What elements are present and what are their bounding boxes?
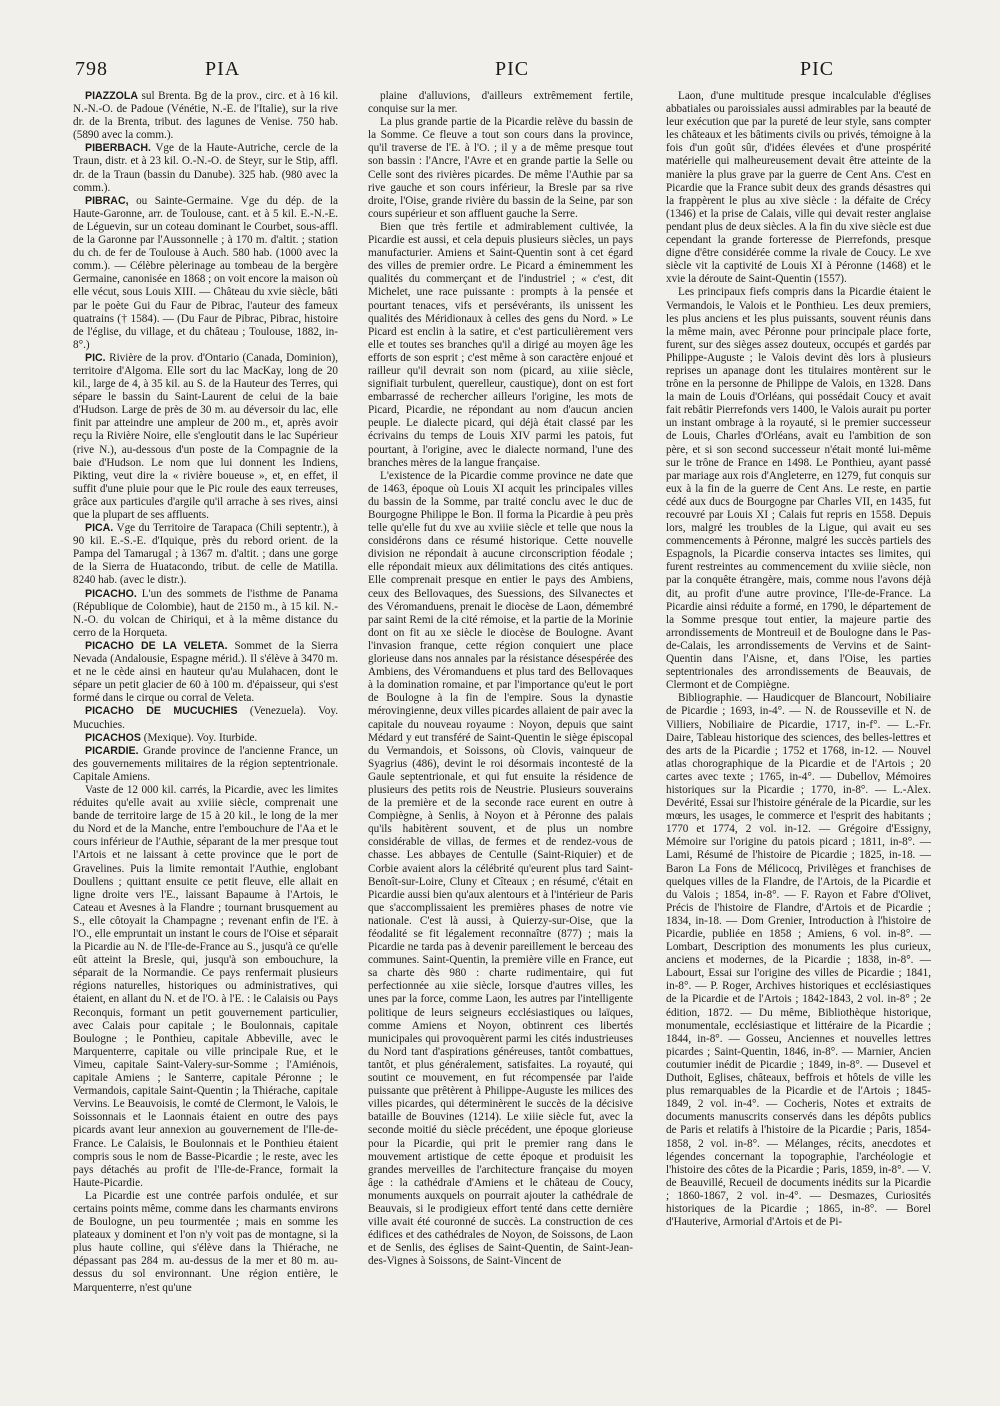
entry-paragraph	[368, 221, 633, 470]
header-center-word: PIC	[495, 58, 530, 80]
entry-text: La Picardie est une contrée parfois ondulée, et sur certains points même, comme dans les charmants environs de Boulogne, un peu tourmentée ; mais en somme les plateaux y dominent et l'on n'y voit pas de montagne, si la plus haute colline, qui s'élève dans la Thiérache, ne dépassant pas 284 m. au-dessus de la mer et 80 m. au-dessus du sol environnant. Une région entière, le Marquenterre, n'est qu'une	[73, 1189, 338, 1294]
entry-text: Bien que très fertile et admirablement cultivée, la Picardie est aussi, et cela depuis plusieurs siècles, un pays manufacturier. Amiens et Saint-Quentin sont à cet égard des villes de premier ordre. Le Picard a éminemment les qualités du commerçant et de l'industriel ; « c'est, dit Michelet, une race puissante : prompts à la pensée et pourtant tenaces, vifs et persévérants, ils unissent les qualités des Méridionaux à celles des gens du Nord. » Le Picard est enclin à la satire, et c'est particulièrement vers elle et toutes ses branches qu'il a dirigé au moyen âge les efforts de son esprit ; c'est même à son caractère enjoué et railleur qu'il devrait son nom (picard, au xiiie siècle, signifiait turbulent, querelleur, caustique), dont on est fort embarrassé de rechercher ailleurs l'origine, les mots de Picard, Picardie, ne répondant au nom d'aucun ancien peuple. Le dialecte picard, qui déjà était classé par les écrivains du temps de Louis XIV parmi les patois, fut pourtant, à l'origine, avec le dialecte normand, l'une des branches mères de la langue française.	[368, 220, 633, 469]
entry-text: Vaste de 12 000 kil. carrés, la Picardie, avec les limites réduites qu'elle avait au xviiie siècle, comprenait une bande de territoire large de 15 à 20 kil., le long de la mer du Nord et de la Manche, entre l'embouchure de l'Aa et le cours inférieur de l'Authie, séparant de la mer presque tout l'Artois et ne laissant à cette province que le port de Gravelines. Puis la limite remontait l'Authie, englobant Doullens ; quittant ensuite ce petit fleuve, elle allait en ligne droite vers l'E., laissant Bapaume à l'Artois, le Cateau et Avesnes à la Flandre ; tournant brusquement au S., elle côtoyait la Champagne ; revenant enfin de l'E. à l'O., elle empruntait un instant le cours de l'Oise et séparait la Picardie au N. de l'Ile-de-France au S., jusqu'à ce qu'elle eût atteint la Bresle, qui, jusqu'à son embouchure, la séparait de la Normandie. Ce pays renfermait plusieurs régions naturelles, historiques ou administratives, qui étaient, en allant du N. et de l'O. à l'E. : le Calaisis ou Pays Reconquis, formant un petit gouvernement particulier, avec Calais pour capitale ; le Boulonnais, capitale Boulogne ; le Ponthieu, capitale Abbeville, avec le Marquenterre, capitale ou ville principale Rue, et le Vimeu, capitale Saint-Valery-sur-Somme ; l'Amiénois, capitale Amiens ; le Santerre, capitale Péronne ; le Vermandois, capitale Saint-Quentin ; la Thiérache, capitale Vervins. Le Beauvoisis, le comté de Clermont, le Valois, le Soissonnais et le Laonnais étaient en outre des pays picards avant leur annexion au gouvernement de l'Ile-de-France. Le Calaisis, le Boulonnais et le Ponthieu étaient compris sous le nom de Basse-Picardie ; le reste, avec les pays détachés au profit de l'Ile-de-France, formait la Haute-Picardie.	[73, 783, 338, 1189]
dictionary-entry	[73, 142, 338, 194]
entry-text: Vge du Territoire de Tarapaca (Chili septentr.), à 90 kil. E.-S.-E. d'Iquique, près du rebord orient. de la Pampa del Tamarugal ; à 1367 m. d'altit. ; dans une gorge de la Sierra de Huatacondo, tribut. de celle de Matilla. 8240 hab. (avec le distr.).	[73, 522, 338, 587]
dictionary-entry	[73, 745, 338, 784]
entry-paragraph	[368, 90, 633, 116]
entry-headword: PICACHOS	[85, 731, 141, 744]
dictionary-entry	[73, 705, 338, 731]
entry-text: Les principaux fiefs compris dans la Picardie étaient le Vermandois, le Valois et le Ponthieu. Les deux premiers, les plus anciens et les plus puissants, souvent réunis dans la même main, avec Péronne pour principale place forte, furent, sur des sièges assez douteux, occupés et gardés par Philippe-Auguste ; le Valois devint dès lors à plusieurs reprises un apanage dont les titulaires montèrent sur le trône en la personne de Philippe de Valois, en 1328. Dans la main de Louis d'Orléans, qui possédait Coucy et avait fait rebâtir Pierrefonds vers 1400, le Valois aurait pu porter un instant ombrage à la royauté, si le premier successeur de Louis, Charles d'Orléans, avait eu l'ambition de son père, et si son second successeur n'était monté lui-même sur le trône de France en 1498. Le Ponthieu, ayant passé par mariage aux rois d'Angleterre, en 1279, fut conquis sur eux à la fin de la guerre de Cent Ans. Le reste, en partie cédé aux ducs de Bourgogne par Charles VII, en 1435, fut recouvré par Louis XI ; Calais fut repris en 1558. Depuis lors, malgré les troubles de la Ligue, qui avait eu ses commencements à Péronne, malgré les succès partiels des Espagnols, la Picardie conserva intactes ses limites, qui furent restreintes au commencement du xviiie siècle, non par la conquête étrangère, mais, comme nous l'avons déjà dit, au profit d'une autre province, l'Ile-de-France. La Picardie ainsi réduite a formé, en 1790, le département de la Somme presque tout entier, la majeure partie des arrondissements de Montreuil et de Boulogne dans le Pas-de-Calais, les arrondissements de Vervins et de Saint-Quentin dans l'Aisne, et, dans l'Oise, les parties septentrionales des arrondissements de Beauvais, de Clermont et de Compiègne.	[666, 286, 931, 692]
entry-paragraph	[368, 116, 633, 221]
entry-paragraph	[368, 470, 633, 1269]
header-right-word: PIC	[800, 58, 835, 80]
entry-headword: PICACHO DE MUCUCHIES	[85, 705, 238, 718]
dictionary-entry	[73, 588, 338, 640]
entry-paragraph	[666, 90, 931, 286]
running-header	[75, 58, 882, 84]
dictionary-entry	[73, 640, 338, 705]
entry-text: Laon, d'une multitude presque incalculable d'églises abbatiales ou paroissiales aussi admirables par la beauté de leur exécution que par la pureté de leur style, sans compter les châteaux et les bâtiments civils ou privés, témoigne à la fois d'un goût sûr, d'idées élevées et d'une prospérité matérielle qui malheureusement devait être atteinte de la manière la plus grave par la guerre de Cent Ans. C'est en Picardie que la France subit deux des grands désastres qui la frappèrent le plus au xive siècle : la défaite de Crécy (1346) et la prise de Calais, ville qui devait rester anglaise pendant plus de deux siècles. A la fin du xive siècle est due cependant la grande forteresse de Pierrefonds, presque digne d'être considérée comme la rivale de Coucy. Le xve siècle vit la captivité de Louis XI à Péronne (1468) et le xvie la déroute de Saint-Quentin (1557).	[666, 90, 931, 286]
entry-text: Grande province de l'ancienne France, un des gouvernements militaires de la région septentrionale. Capitale Amiens.	[73, 744, 338, 783]
entry-text: Vge de la Haute-Autriche, cercle de la Traun, distr. et à 23 kil. O.-N.-O. de Steyr, sur le Stip, affl. dr. de la Traun (bassin du Danube). 325 hab. (980 avec la comm.).	[73, 142, 338, 194]
entry-headword: PIBRAC,	[85, 194, 129, 207]
entry-text: plaine d'alluvions, d'ailleurs extrêmement fertile, conquise sur la mer.	[368, 90, 633, 116]
entry-headword: PICA.	[85, 522, 114, 535]
dictionary-entry	[73, 90, 338, 142]
entry-headword: PIAZZOLA	[85, 90, 138, 102]
text-column-3	[666, 90, 931, 1396]
entry-headword: PIC.	[85, 351, 106, 364]
entry-text: Bibliographie. — Haudicquer de Blancourt, Nobiliaire de Picardie ; 1693, in-4°. — N. de Rousseville et N. de Villiers, Nobiliaire de Picardie, 1717, in-f°. — L.-Fr. Daire, Tableau historique des sciences, des belles-lettres et des arts de la Picardie ; 1752 et 1768, in-12. — Nouvel atlas chorographique de la Picardie et de l'Artois ; 20 cartes avec texte ; 1765, in-4°. — Dubellov, Mémoires historiques sur la Picardie ; 1770, in-8°. — L.-Alex. Devérité, Essai sur l'histoire générale de la Picardie, sur les mœurs, les usages, le commerce et l'esprit des habitants ; 1770 et 1774, 2 vol. in-12. — Grégoire d'Essigny, Mémoire sur l'origine du patois picard ; 1811, in-8°. — Lami, Résumé de l'histoire de Picardie ; 1825, in-18. — Baron La Fons de Mélicocq, Privilèges et franchises de quelques villes de la Flandre, de l'Artois, de la Picardie et du Valois ; 1854, in-8°. — F. Rayon et Fabre d'Olivet, Précis de l'histoire de Flandre, d'Artois et de Picardie ; 1834, in-18. — Dom Grenier, Introduction à l'histoire de Picardie, publiée en 1858 ; Amiens, 6 vol. in-8°. — Lombart, Description des monuments les plus curieux, anciens et modernes, de la Picardie ; 1838, in-8°. — Labourt, Essai sur l'origine des villes de Picardie ; 1841, in-8°. — P. Roger, Archives historiques et ecclésiastiques de la Picardie et de l'Artois ; 1842-1843, 2 vol. in-8° ; 2e édition, 1872. — Du même, Bibliothèque historique, monumentale, ecclésiastique et littéraire de la Picardie ; 1844, in-8°. — Gosseu, Anciennes et nouvelles lettres picardes ; Saint-Quentin, 1846, in-8°. — Marnier, Ancien coutumier inédit de Picardie ; 1849, in-8°. — Dusevel et Duthoit, Eglises, châteaux, beffrois et hôtels de ville les plus remarquables de la Picardie et de l'Artois ; 1845-1849, 2 vol. in-4°. — Cocheris, Notes et extraits de documents manuscrits conservés dans les dépôts publics de Paris et relatifs à l'histoire de la Picardie ; Paris, 1854-1858, 2 vol. in-8°. — Mélanges, récits, anecdotes et légendes concernant la topographie, l'archéologie et l'histoire des côtes de la Picardie ; Paris, 1859, in-8°. — V. de Beauvillé, Recueil de documents inédits sur la Picardie ; 1860-1867, 2 vol. in-4°. — Desmazes, Curiosités historiques de la Picardie ; 1865, in-8°. — Borel d'Hauterive, Armorial d'Artois et de Pi-	[666, 692, 931, 1229]
dictionary-entry	[73, 352, 338, 522]
entry-headword: PICARDIE.	[85, 744, 139, 757]
entry-paragraph	[73, 1190, 338, 1295]
entry-text: Sommet de la Sierra Nevada (Andalousie, Espagne mérid.). Il s'élève à 3470 m. et ne le cède ainsi en hauteur qu'au Mulahacen, dont le sépare un petit glacier de 60 à 100 m. d'épaisseur, qui s'est formé dans le cirque ou corral de Veleta.	[73, 639, 338, 705]
entry-text: ou Sainte-Germaine. Vge du dép. de la Haute-Garonne, arr. de Toulouse, cant. et à 5 kil. E.-N.-E. de Léguevin, sur un coteau dominant le Courbet, sous-affl. de la Garonne par l'Aussonnelle ; à 170 m. d'altit. ; station du ch. de fer de Toulouse à Auch. 580 hab. (1000 avec la comm.). — Célèbre pèlerinage au tombeau de la bergère Germaine, canonisée en 1868 ; on voit encore la maison où elle vécut, sous Louis XIII. — Château du xvie siècle, bâti par le poète Gui du Faur de Pibrac, l'auteur des fameux quatrains († 1584). — (Du Faur de Pibrac, Pibrac, histoire de l'église, du village, et du château ; Toulouse, 1882, in-8°.)	[73, 194, 338, 351]
entry-headword: PIBERBACH.	[85, 142, 151, 155]
text-column-1	[73, 90, 338, 1396]
entry-text: L'existence de la Picardie comme province ne date que de 1463, époque où Louis XI acquit les principales villes du bassin de la Somme, par traité conclu avec le duc de Bourgogne Philippe le Bon. Il forma la Picardie à peu près telle qu'elle fut du xve au xviiie siècle et telle que nous la considérons dans ce résumé historique. Cette nouvelle division ne répondait à aucune circonscription féodale ; elle répondait mieux aux délimitations des cités antiques. Elle comprenait presque en entier le pays des Ambiens, ceux des Bellovaques, des Suessions, des Silvanectes et des Véromanduens, prenait le diocèse de Laon, démembré par saint Remi de la cité rémoise, et la partie de la Morinie dont on fit au xe siècle le diocèse de Boulogne. Avant l'invasion franque, cette région conquiert une place glorieuse dans nos annales par la résistance désespérée des Ambiens, des Véromanduens et plus tard des Bellovaques à la domination romaine, et par l'importance qu'eut le port de Boulogne à la fin de l'empire. Sous la dynastie mérovingienne, deux villes picardes allaient de pair avec la capitale du nouveau royaume : Noyon, depuis que saint Médard y eut transféré de Saint-Quentin le siège épiscopal du Vermandois, et Soissons, où Clovis, vainqueur de Syagrius (486), devint le roi désormais incontesté de la Gaule septentrionale, et qui fut ensuite la résidence de plusieurs des petits rois de Neustrie. Plusieurs souverains de la première et de la seconde race eurent en outre à Compiègne, à Senlis, à Noyon et à Péronne des palais qu'ils habitèrent souvent, et de plus un nombre considérable de villas, de fermes et de rendez-vous de chasse. Les abbayes de Centulle (Saint-Riquier) et de Corbie avaient alors la célébrité qu'eurent plus tard Saint-Benoît-sur-Loire, Cluny et Cîteaux ; en résumé, c'était en Picardie aussi bien qu'aux alentours et à l'intérieur de Paris que s'accomplissaient les premières phases de notre vie nationale. C'est là aussi, à Quierzy-sur-Oise, que la féodalité se fit légalement reconnaître (877) ; mais la Picardie ne tarda pas à devenir pareillement le berceau des communes. Saint-Quentin, la première ville en France, eut sa charte dès 980 : charte rudimentaire, qui fut perfectionnée au xiie siècle, lorsque d'autres villes, les unes par la force, comme Laon, les autres par l'intelligente politique de leurs seigneurs ecclésiastiques ou laïques, comme Amiens et Noyon, obtinrent ces libertés municipales qui provoquèrent parmi les cités industrieuses du Nord tant d'aspirations généreuses, tantôt combattues, tantôt, et plus généralement, satisfaites. La royauté, qui soutint ce mouvement, en fut récompensée par l'aide puissante que prêtèrent à Philippe-Auguste les milices des villes picardes, qui déterminèrent le succès de la décisive bataille de Bouvines (1214). Le xiiie siècle fut, avec la seconde moitié du siècle précédent, une époque glorieuse pour la Picardie, qui prit le premier rang dans le mouvement artistique de cette époque et produisit les grandes merveilles de l'architecture française du moyen âge : la cathédrale d'Amiens et le château de Coucy, monuments auxquels on pourrait ajouter la cathédrale de Beauvais, si le prodigieux effort tenté dans cette dernière ville avait été couronné de succès. La construction de ces édifices et des cathédrales de Noyon, de Soissons, de Laon et de Senlis, des églises de Saint-Quentin, de Saint-Jean-des-Vignes à Soissons, de Saint-Vincent de	[368, 469, 633, 1268]
entry-paragraph	[666, 286, 931, 692]
entry-text: sul Brenta. Bg de la prov., circ. et à 16 kil. N.-N.-O. de Padoue (Vénétie, N.-E. de l'Italie), sur la rive dr. de la Brenta, tribut. des lagunes de Venise. 750 hab. (5890 avec la comm.).	[73, 90, 338, 142]
entry-paragraph	[666, 692, 931, 1229]
page-number: 798	[75, 58, 108, 80]
entry-text: Rivière de la prov. d'Ontario (Canada, Dominion), territoire d'Algoma. Elle sort du lac MacKay, long de 20 kil., large de 4, à 35 kil. au S. de la Hauteur des Terres, qui sépare le bassin du Saint-Laurent de celui de la baie d'Hudson. Large de près de 30 m. au déversoir du lac, elle finit par atteindre une ampleur de 200 m., et, après avoir reçu la Rivière Noire, elle s'engloutit dans le lac Supérieur (rive N.), au-dessous d'un poste de la Compagnie de la baie d'Hudson. Le nom que lui donnent les Indiens, Pikting, veut dire la « rivière boueuse », et, en effet, il suffit d'une pluie pour que le Pic roule des eaux terreuses, grâce aux particules d'argile qu'il arrache à ses rives, ainsi que la plupart de ses affluents.	[73, 351, 338, 521]
header-left-word: PIA	[205, 58, 241, 80]
entry-text: La plus grande partie de la Picardie relève du bassin de la Somme. Ce fleuve a tout son cours dans la province, qu'il traverse de l'E. à l'O. ; il y a de même presque tout son bassin : l'Ancre, l'Avre et en grande partie la Selle ou Celle sont des rivières picardes. De même l'Authie par sa rive gauche et son cours inférieur, la Bresle par sa rive droite, l'Oise, grande rivière du bassin de la Seine, par son cours supérieur et son affluent gauche la Serre.	[368, 116, 633, 220]
entry-text: (Venezuela). Voy. Mucuchies.	[73, 705, 338, 731]
dictionary-entry	[73, 732, 338, 745]
text-column-2	[368, 90, 633, 1396]
entry-headword: PICACHO.	[85, 587, 137, 600]
entry-headword: PICACHO DE LA VELETA.	[85, 639, 228, 652]
dictionary-entry	[73, 195, 338, 352]
entry-text: L'un des sommets de l'isthme de Panama (République de Colombie), haut de 2150 m., à 15 kil. N.-N.-O. du volcan de Chiriqui, et à la même distance du cerro de la Horqueta.	[73, 587, 338, 639]
entry-text: (Mexique). Voy. Iturbide.	[143, 731, 258, 744]
dictionary-entry	[73, 522, 338, 587]
entry-paragraph	[73, 784, 338, 1190]
